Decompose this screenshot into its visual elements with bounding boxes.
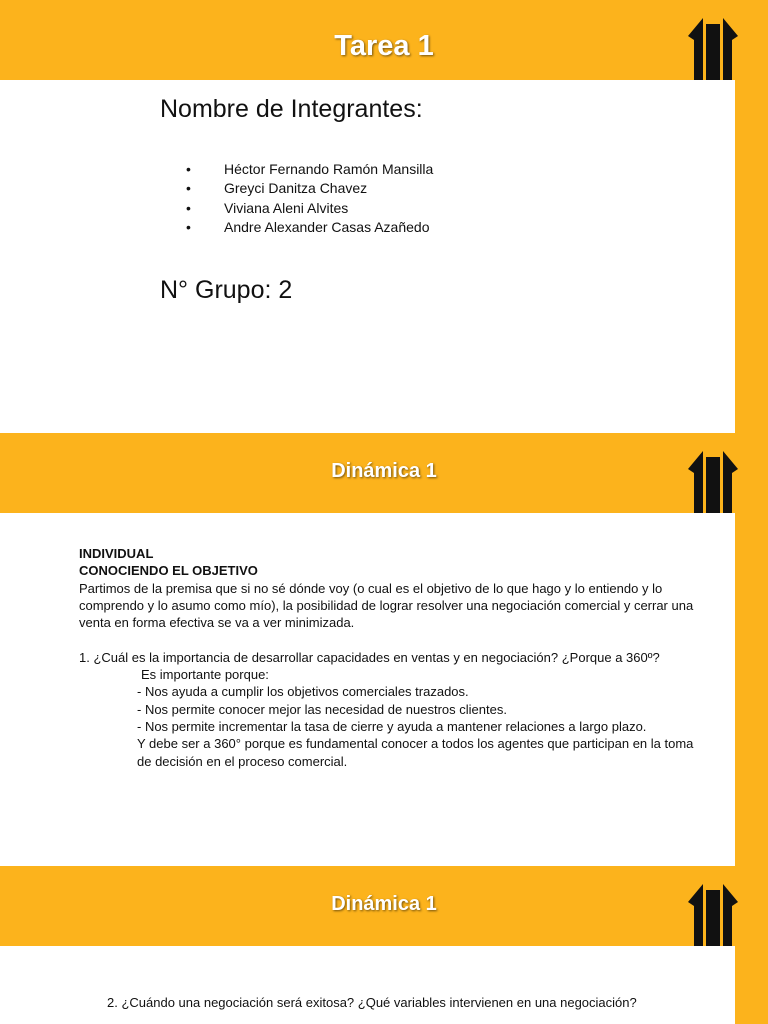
university-logo-icon <box>688 18 738 82</box>
university-logo-icon <box>688 451 738 515</box>
slide-1 <box>0 0 768 433</box>
member-name: Héctor Fernando Ramón Mansilla <box>224 161 434 177</box>
slide-side-strip <box>735 0 768 433</box>
bullet-icon: • <box>186 180 191 197</box>
group-number: N° Grupo: 2 <box>160 276 293 304</box>
dynamic-1-content <box>79 545 709 770</box>
answer-point: - Nos ayuda a cumplir los objetivos comerciales trazados. <box>137 684 469 700</box>
intro-line: venta en forma efectiva se va a ver minimizada. <box>79 615 355 631</box>
member-name: Greyci Danitza Chavez <box>224 180 368 197</box>
spacer <box>79 631 709 648</box>
question-1: 1. ¿Cuál es la importancia de desarrollar capacidades en ventas y en negociación? ¿Porque a 360º? <box>79 649 660 665</box>
members-list <box>186 160 433 237</box>
answer-closing: Y debe ser a 360° porque es fundamental conocer a todos los agentes que participan en la toma <box>137 736 694 752</box>
question-2: 2. ¿Cuándo una negociación será exitosa? ¿Qué variables intervienen en una negociación? <box>107 995 637 1010</box>
answer-intro: Es importante porque: <box>141 667 269 683</box>
label-individual: INDIVIDUAL <box>79 546 154 561</box>
slide-title: Tarea 1 <box>334 30 434 62</box>
intro-line: Partimos de la premisa que si no sé dónde voy (o cual es el objetivo de lo que hago y lo entiendo y lo <box>79 580 663 596</box>
university-logo-icon <box>688 884 738 948</box>
intro-line: comprendo y lo asumo como mío), la posibilidad de lograr resolver una negociación comercial y cerrar una <box>79 597 694 613</box>
list-item <box>186 160 433 179</box>
section-heading: CONOCIENDO EL OBJETIVO <box>79 563 258 579</box>
answer-closing: de decisión en el proceso comercial. <box>137 753 348 769</box>
member-name: Viviana Aleni Alvites <box>224 199 349 216</box>
answer-point: - Nos permite incrementar la tasa de cierre y ayuda a mantener relaciones a largo plazo. <box>137 718 647 734</box>
slide-title: Dinámica 1 <box>331 460 437 482</box>
member-name: Andre Alexander Casas Azañedo <box>224 218 430 235</box>
slide-title: Dinámica 1 <box>331 893 437 915</box>
list-item <box>186 199 433 218</box>
slide-side-strip <box>735 433 768 866</box>
list-item <box>186 218 433 237</box>
answer-point: - Nos permite conocer mejor las necesidad de nuestros clientes. <box>137 701 507 717</box>
list-item <box>186 179 433 198</box>
slide-side-strip <box>735 866 768 1024</box>
bullet-icon: • <box>186 218 191 235</box>
bullet-icon: • <box>186 161 191 177</box>
bullet-icon: • <box>186 199 191 216</box>
members-heading: Nombre de Integrantes: <box>160 95 423 123</box>
